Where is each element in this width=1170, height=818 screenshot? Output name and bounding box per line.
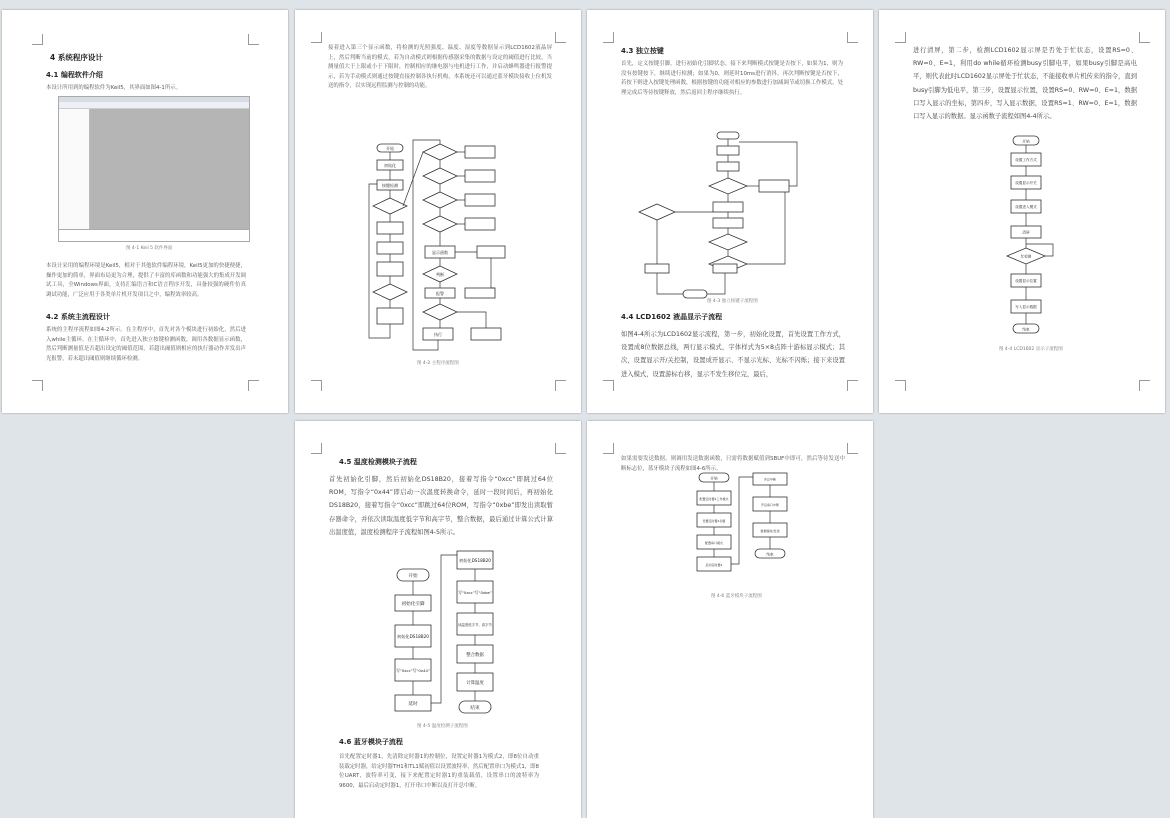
figure-4-2-caption: 图 4-2 主程序流程图 [417, 361, 459, 366]
lcd-fc-7: 写入显示数据 [1015, 305, 1037, 309]
temp-fc-r3: 整合数据 [466, 653, 484, 658]
bt-fc-l2: 设置定时器1初值 [702, 519, 726, 523]
lcd-fc-1: 设置工作方式 [1015, 158, 1037, 162]
temp-flowchart [391, 551, 521, 721]
bt-flowchart [695, 473, 791, 593]
temp-fc-l4: 延时 [408, 702, 418, 707]
temp-fc-l1: 初始化引脚 [401, 602, 425, 607]
page-1[interactable] [2, 10, 288, 413]
figure-4-3-caption: 图 4-3 独立按键子流程图 [707, 299, 758, 304]
temp-fc-r2: 读温度低字节、高字节 [458, 623, 492, 627]
page2-paragraph: 接着进入第三个显示函数，将检测的光照强度、温度、湿度等数据显示到LCD1602液晶屏上，然后判断当前的模式，若为自动模式则根据传感器采集的数据与设定的阈值进行比较，当测量值大于上限或小于下限时，控制相应的继电器与电机进行工作，并启动蜂鸣器进行报警提示，若为手动模式则通过按键直接控制各执行机构，本系统还可以通过蓝牙模块接收上位机发送的指令，以实现远程监测与控制的功能。 [328, 45, 552, 90]
bt-fc-l4: 启动定时器1 [705, 563, 723, 567]
temp-fc-r4: 计算温度 [466, 681, 484, 686]
fc-init-label: 初始化 [384, 163, 396, 168]
intro-text: 本设计所用到的编程软件为Keil5，其界面如图4-1所示。 [46, 85, 182, 91]
temp-fc-r0: 初始化DS18B20 [459, 558, 491, 563]
page-2[interactable] [295, 10, 581, 413]
keil-paragraph: 本设计采用的编程环境是Keil5，相对于其他软件编程环境，Keil5更加的快捷便捷，操作更加的简单，界面布局更为合理，提供了丰富的库函数和功能强大的集成开发调试工具，全Windows界面，支持汇编语言和C语言程序开发，具备较强的硬件仿真调试功能，广泛应用于各类单片机开发项目之中，编程效率较高。 [46, 263, 246, 298]
bt-fc-l0: 开始 [710, 476, 718, 481]
figure-4-5-caption: 图 4-5 温度检测子流程图 [417, 724, 468, 729]
lcd-fc-2: 设置显示开关 [1015, 181, 1037, 185]
page-3[interactable] [587, 10, 873, 413]
bt-fc-l3: 配置串口模式 [704, 541, 724, 545]
temp-fc-l0: 开始 [408, 574, 418, 579]
main-flowchart [365, 138, 515, 358]
heading-4-1: 4.1 编程软件介绍 [46, 71, 103, 79]
lcd-fc-4: 清屏 [1022, 230, 1030, 235]
figure-4-1-caption: 图 4-1 Keil 5 软件界面 [126, 246, 173, 251]
keil-build-output [59, 229, 249, 241]
fc-act-label: 执行 [434, 332, 442, 337]
figure-4-4-caption: 图 4-4 LCD1602 显示子流程图 [999, 347, 1063, 352]
lcd-fc-0: 开始 [1022, 139, 1030, 144]
lcd-paragraph-continued: 进行清屏，第二步，检测LCD1602显示屏是否处于忙状态，设置RS=0、RW=0、E=1，利用do while循环检测busy引脚电平，如果busy引脚是高电平，则代表此时LCD1602显示屏处于忙状态，不能接收单片机传来的指令，直到busy引脚为低电平，第三步，设置显示位置，设置RS=0、RW=0、E=1，数据口写入显示的坐标，第四步，写入显示数据，设置RS=1、RW=0、E=1，数据口写入显示的数据。显示函数子流程如图4-4所示。 [913, 47, 1137, 121]
key-paragraph: 首先，定义按键引脚，进行初始化引脚状态。接下来判断模式按键是否按下，如果为1，则为没有按键按下，继续进行检测；如果为0，则延时10ms进行消抖，再次判断按键是否按下，若按下则进入按键处理函数，根据按键的功能对相应的参数进行加减调节或切换工作模式，处理完成后等待按键释放，然后返回主程序继续执行。 [621, 61, 843, 96]
temp-fc-l3: 写“0xcc”写“0x44” [396, 668, 430, 673]
bt-paragraph: 首先配置定时器1，先清除定时器1的控制位，设置定时器1为模式2，即8位自动重装载定时器，给定时器TH1和TL1赋初值以设置波特率，然后配置串口为模式1，即8位UART，波特率可变，接下来配置定时器1的重装载值，设置串口的波特率为9600，最后启动定时器1，打开串口中断以及打开总中断。 [339, 754, 539, 789]
lcd-fc-5: 忙检测 [1020, 254, 1032, 259]
temp-paragraph: 首先初始化引脚，然后初始化DS18B20，接着写指令“0xcc”即跳过64位ROM，写指令“0x44”即启动一次温度转换命令，延时一段时间后，再初始化DS18B20，接着写指令“0xcc”即跳过64位ROM，写指令“0xbe”即发出读取暂存器命令，并依次读取温度低字节和高字节，整合数据，最后通过计算公式计算出温度值，温度检测程序子流程如图4-5所示。 [329, 476, 553, 536]
heading-4: 4 系统程序设计 [50, 53, 103, 62]
heading-4-3: 4.3 独立按键 [621, 47, 664, 55]
bt-fc-r2: 数据接收/发送 [760, 529, 780, 533]
bt-fc-l1: 配置定时器1工作模式 [699, 497, 729, 501]
temp-fc-r1: 写“0xcc”写“0xbe” [458, 590, 492, 595]
lcd-fc-8: 结束 [1022, 327, 1030, 332]
page-5[interactable] [295, 421, 581, 818]
fc-start-label: 开始 [386, 146, 394, 151]
bt-fc-r1: 开启串口中断 [760, 503, 780, 507]
temp-fc-r5: 结束 [470, 706, 480, 711]
lcd-fc-3: 设置进入模式 [1015, 205, 1037, 209]
bt-fc-r0: 开总中断 [763, 477, 777, 482]
heading-4-5: 4.5 温度检测模块子流程 [339, 458, 417, 466]
fc-key-label: 按键检测 [382, 183, 398, 188]
keil-toolbar [59, 102, 249, 109]
page-6[interactable] [587, 421, 873, 818]
fc-disp-label: 显示函数 [432, 250, 448, 255]
keil-project-pane [59, 109, 90, 229]
keil-editor-area [90, 109, 249, 229]
bt-fc-r3: 结束 [766, 552, 774, 557]
fc-alarm-label: 报警 [436, 291, 444, 296]
lcd-flowchart [1001, 136, 1061, 346]
page-4[interactable] [879, 10, 1165, 413]
fc-judge-label: 判断 [436, 272, 444, 277]
bt-paragraph-continued: 如果需要发送数据，则调用发送数据函数，只需将数据赋值到SBUF中即可，然后等待发送中断标志位，蓝牙模块子流程如图4-6所示。 [621, 456, 845, 472]
lcd-paragraph: 如图4-4所示为LCD1602显示流程，第一步，初始化设置，首先设置工作方式，设置成8位数据总线，两行显示模式，字体样式为5×8点阵十游标显示模式；其次，设置显示开/关控制，设置成开显示、不显示光标、光标不闪烁；接下来设置进入模式，设置游标右移，显示不发生移位完，最后， [621, 331, 845, 378]
keil-screenshot [58, 96, 250, 242]
heading-4-4: 4.4 LCD1602 液晶显示子流程 [621, 313, 723, 321]
figure-4-6-caption: 图 4-6 蓝牙模块子流程图 [711, 594, 762, 599]
temp-fc-l2: 初始化DS18B20 [397, 634, 429, 639]
heading-4-6: 4.6 蓝牙模块子流程 [339, 738, 403, 746]
heading-4-2: 4.2 系统主流程设计 [46, 313, 110, 321]
main-flow-paragraph: 系统的主程序流程如图4-2所示。在主程序中，首先对各个模块进行初始化，然后进入while主循环，在主循环中，首先进入独立按键检测函数，调用各数据显示函数，然后判断测量值是否超出设定的阈值范围，若超出阈值则相应的执行器动作并发出声光报警，若未超出阈值则继续循环检测。 [46, 327, 246, 362]
lcd-fc-6: 设置显示位置 [1015, 279, 1037, 283]
key-flowchart [635, 130, 805, 300]
